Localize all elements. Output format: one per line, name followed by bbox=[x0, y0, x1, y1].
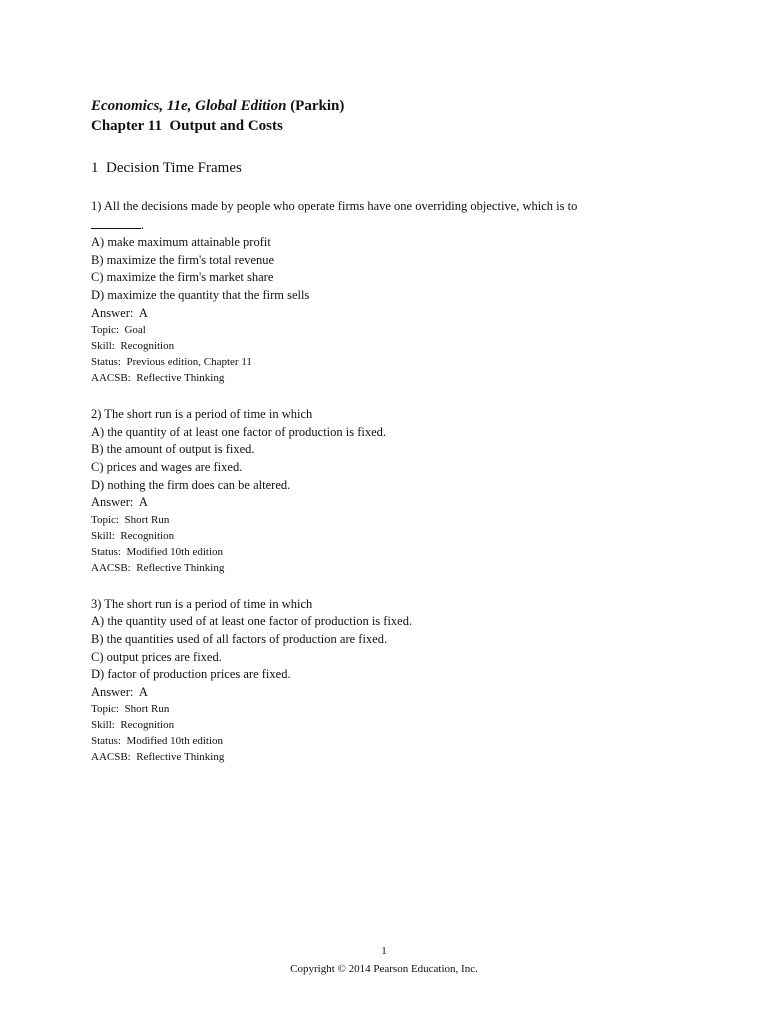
skill-line: Skill: Recognition bbox=[91, 719, 175, 732]
option-b: B) the quantities used of all factors of production are fixed. bbox=[91, 631, 388, 646]
copyright-notice: Copyright © 2014 Pearson Education, Inc. bbox=[290, 963, 478, 975]
question-1 bbox=[91, 198, 711, 386]
book-heading bbox=[91, 96, 711, 116]
option-a: A) make maximum attainable profit bbox=[91, 235, 271, 250]
option-c: C) maximize the firm's market share bbox=[91, 270, 274, 285]
question-stem bbox=[91, 198, 711, 234]
topic-line: Topic: Short Run bbox=[91, 513, 170, 526]
aacsb-line: AACSB: Reflective Thinking bbox=[91, 561, 225, 574]
option-b: B) maximize the firm's total revenue bbox=[91, 252, 275, 267]
option-c: C) output prices are fixed. bbox=[91, 649, 222, 664]
section-heading: 1 Decision Time Frames bbox=[91, 160, 242, 176]
book-title: Economics, 11e, Global Edition bbox=[91, 98, 287, 114]
answer-line: Answer: A bbox=[91, 684, 148, 699]
option-a: A) the quantity used of at least one factor of production is fixed. bbox=[91, 614, 413, 629]
question-stem: 2) The short run is a period of time in which bbox=[91, 407, 313, 422]
question-3 bbox=[91, 596, 711, 766]
option-b: B) the amount of output is fixed. bbox=[91, 442, 255, 457]
option-d: D) factor of production prices are fixed. bbox=[91, 667, 291, 682]
option-d: D) maximize the quantity that the firm sells bbox=[91, 287, 310, 302]
page-number: 1 bbox=[381, 945, 387, 957]
option-c: C) prices and wages are fixed. bbox=[91, 459, 243, 474]
question-stem-text: 1) All the decisions made by people who operate firms have one overriding objective, which is to bbox=[91, 199, 578, 213]
option-a: A) the quantity of at least one factor of production is fixed. bbox=[91, 424, 387, 439]
document-page bbox=[91, 96, 711, 765]
answer-line: Answer: A bbox=[91, 305, 148, 320]
skill-line: Skill: Recognition bbox=[91, 529, 175, 542]
answer-blank bbox=[91, 216, 141, 229]
question-stem-end: . bbox=[141, 217, 145, 232]
status-line: Status: Modified 10th edition bbox=[91, 735, 223, 748]
answer-line: Answer: A bbox=[91, 495, 148, 510]
topic-line: Topic: Goal bbox=[91, 324, 146, 337]
question-stem: 3) The short run is a period of time in which bbox=[91, 596, 313, 611]
chapter-title: Chapter 11 Output and Costs bbox=[91, 118, 283, 134]
option-d: D) nothing the firm does can be altered. bbox=[91, 477, 291, 492]
book-author: (Parkin) bbox=[290, 98, 345, 114]
question-list bbox=[91, 198, 711, 765]
status-line: Status: Previous edition, Chapter 11 bbox=[91, 356, 252, 369]
question-2 bbox=[91, 406, 711, 576]
skill-line: Skill: Recognition bbox=[91, 340, 175, 353]
topic-line: Topic: Short Run bbox=[91, 703, 170, 716]
aacsb-line: AACSB: Reflective Thinking bbox=[91, 372, 225, 385]
aacsb-line: AACSB: Reflective Thinking bbox=[91, 751, 225, 764]
status-line: Status: Modified 10th edition bbox=[91, 545, 223, 558]
